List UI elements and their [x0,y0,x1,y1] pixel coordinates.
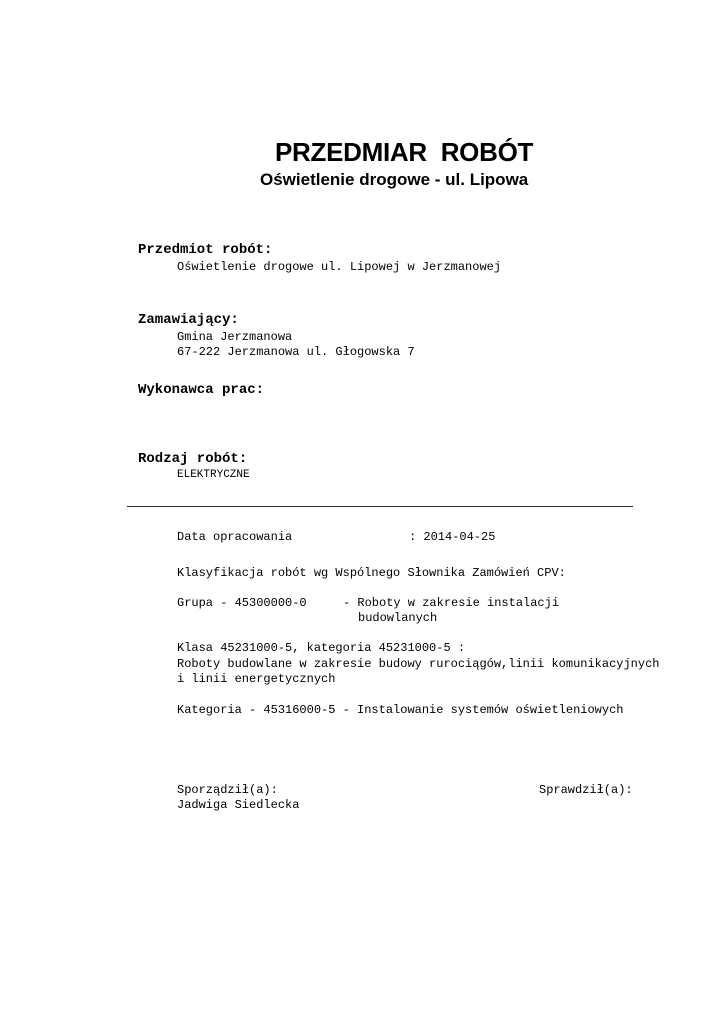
sporzadzil-label: Sporządził(a): [177,783,278,797]
separator-line [127,506,633,507]
klasa-line2: Roboty budowlane w zakresie budowy rurociągów,linii komunikacyjnych [177,657,660,671]
klasa-line1: Klasa 45231000-5, kategoria 45231000-5 : [177,641,466,655]
sprawdzil-label: Sprawdził(a): [539,783,633,797]
document-subtitle: Oświetlenie drogowe - ul. Lipowa [260,170,529,189]
wykonawca-heading: Wykonawca prac: [138,382,265,398]
grupa-desc-line1: - Roboty w zakresie instalacji [343,596,560,610]
grupa-code: Grupa - 45300000-0 [177,596,307,610]
klasyfikacja-heading: Klasyfikacja robót wg Wspólnego Słownika Zamówień CPV: [177,566,566,580]
zamawiajacy-name: Gmina Jerzmanowa [177,330,293,344]
data-opracowania-value: : 2014-04-25 [409,530,496,544]
klasa-line3: i linii energetycznych [177,672,336,686]
grupa-desc-line2: budowlanych [358,611,438,625]
przedmiot-text: Oświetlenie drogowe ul. Lipowej w Jerzmanowej [177,260,502,274]
przedmiot-heading: Przedmiot robót: [138,242,273,258]
kategoria-line: Kategoria - 45316000-5 - Instalowanie systemów oświetleniowych [177,703,624,717]
zamawiajacy-heading: Zamawiający: [138,312,239,328]
rodzaj-heading: Rodzaj robót: [138,451,248,467]
data-opracowania-label: Data opracowania [177,530,293,544]
zamawiajacy-address: 67-222 Jerzmanowa ul. Głogowska 7 [177,345,415,359]
document-title: PRZEDMIAR ROBÓT [275,137,534,167]
sporzadzil-name: Jadwiga Siedlecka [177,798,300,812]
rodzaj-text: ELEKTRYCZNE [177,469,250,481]
